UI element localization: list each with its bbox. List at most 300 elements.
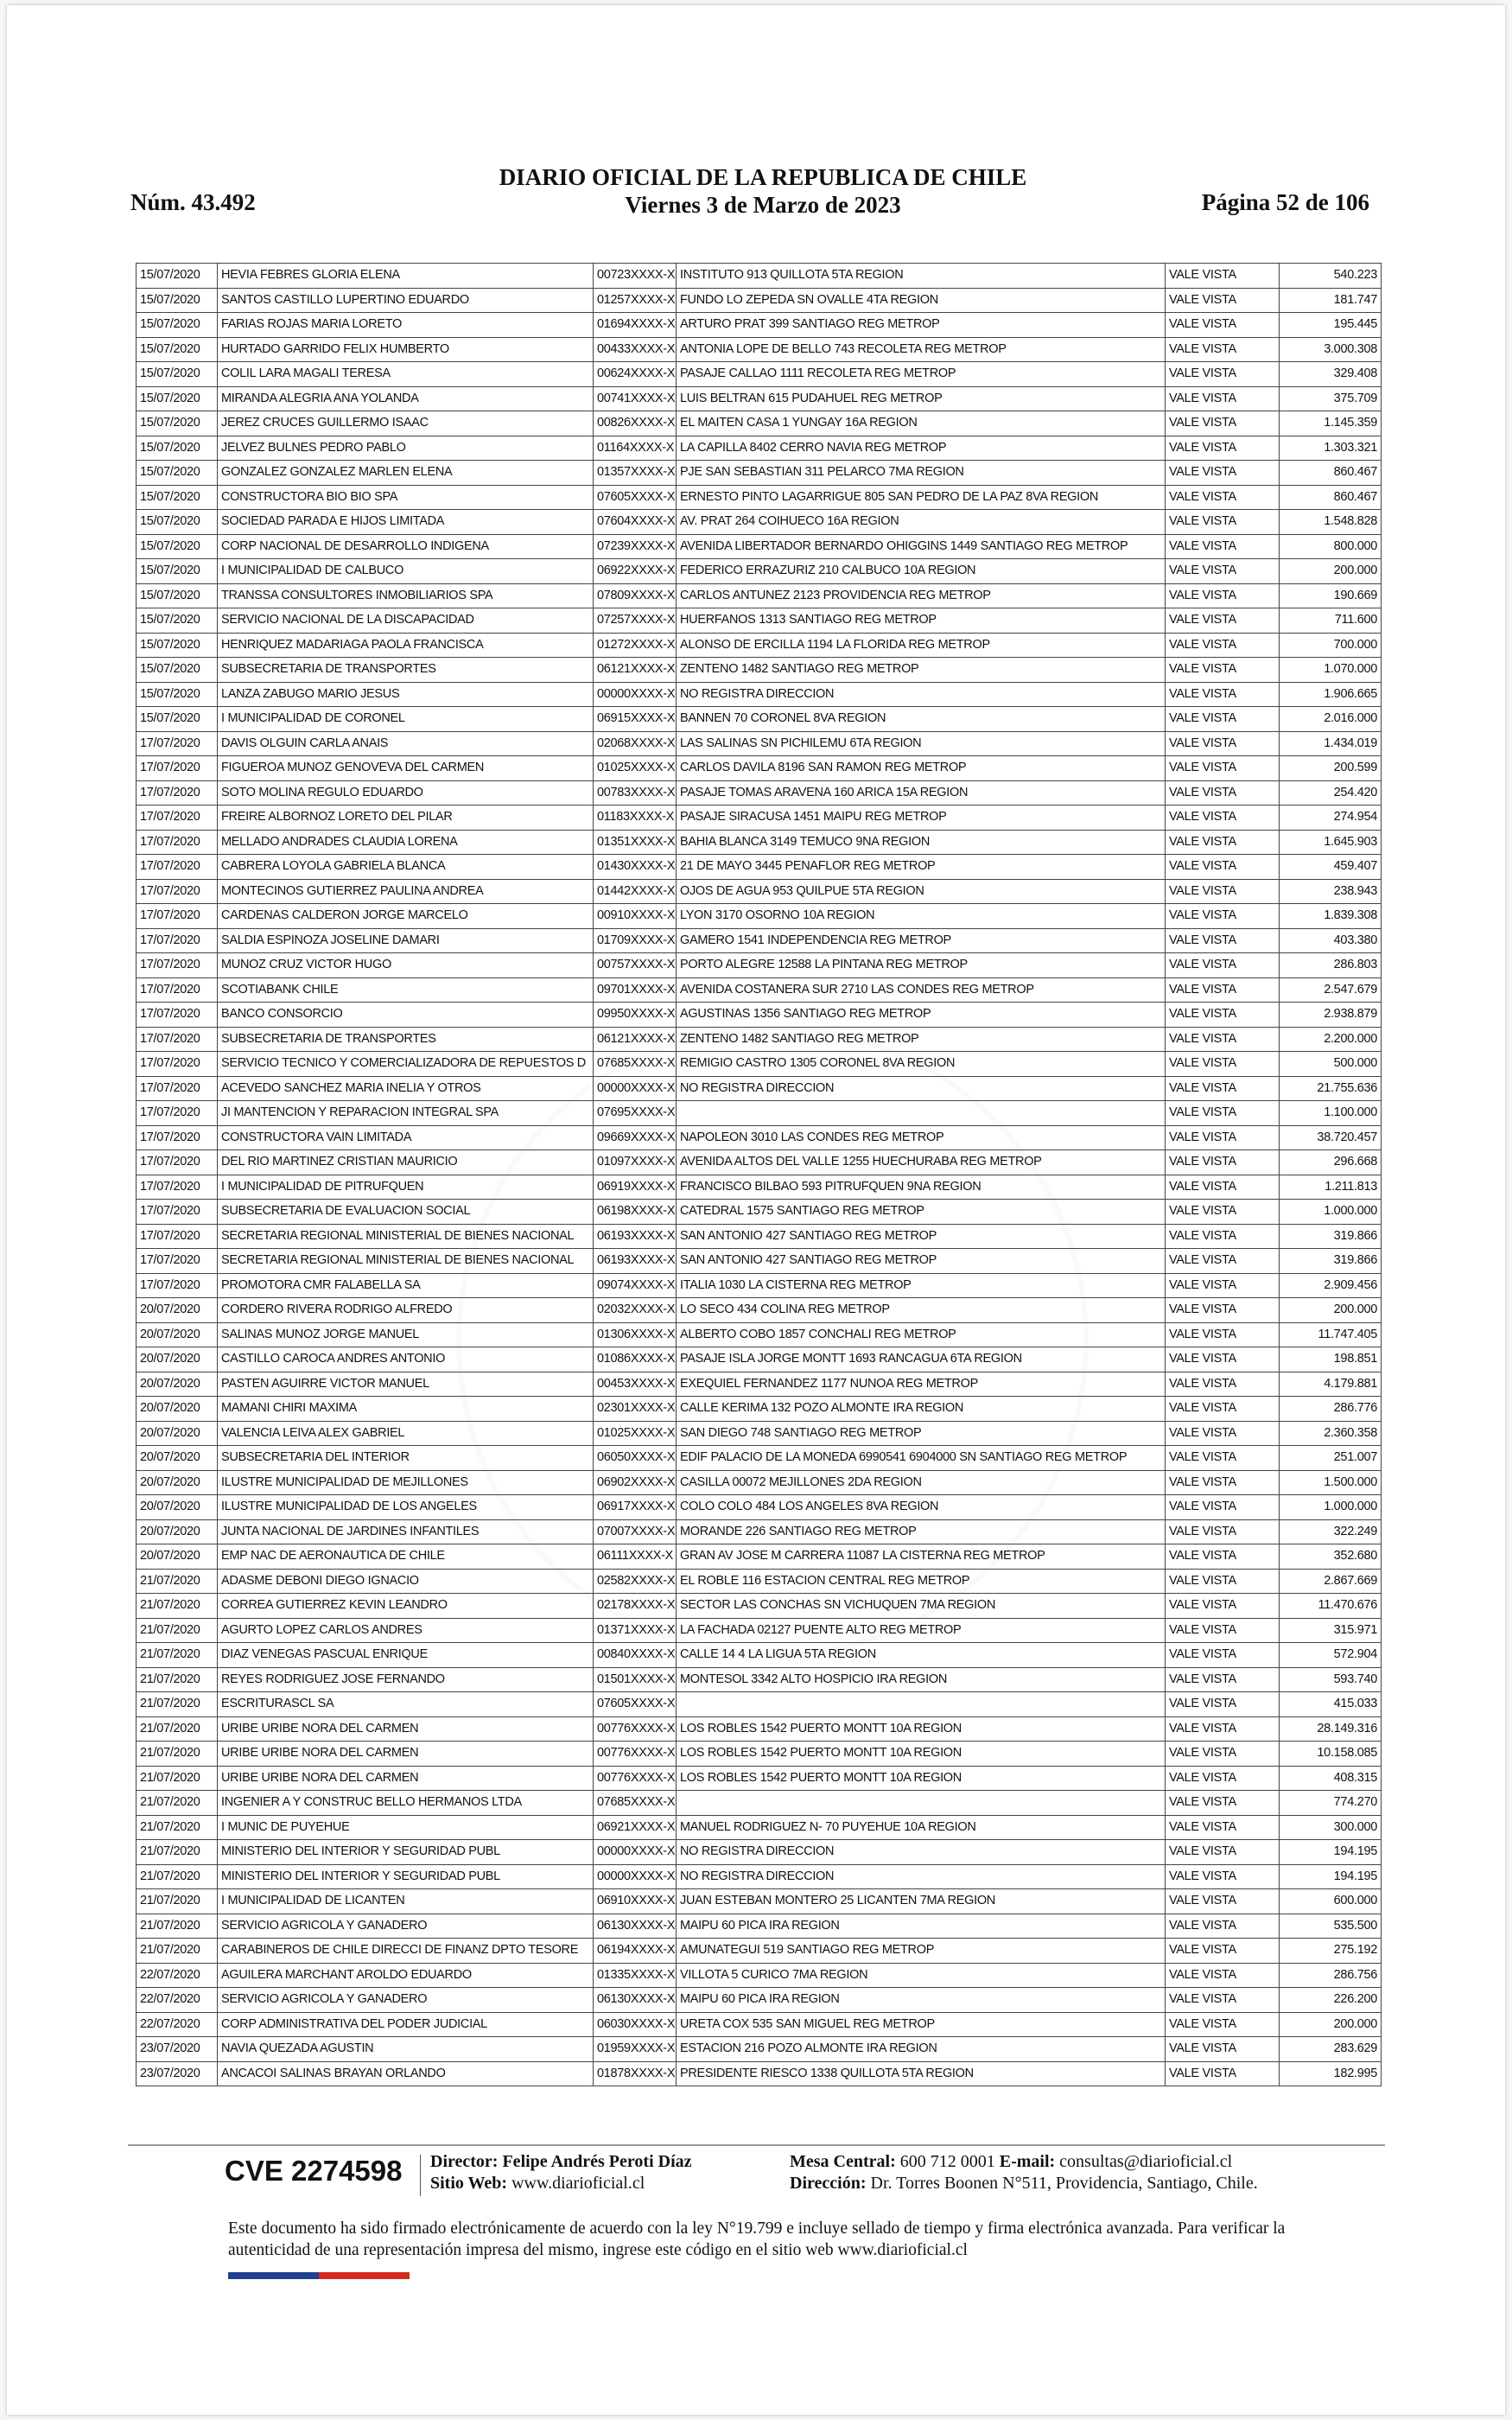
amount-cell: 190.669 bbox=[1280, 583, 1382, 608]
rut-cell: 07695XXXX-X bbox=[594, 1101, 677, 1126]
name-cell: FIGUEROA MUNOZ GENOVEVA DEL CARMEN bbox=[218, 756, 594, 781]
amount-cell: 459.407 bbox=[1280, 855, 1382, 880]
website-link[interactable]: www.diarioficial.cl bbox=[511, 2174, 645, 2193]
table-row bbox=[137, 1298, 1382, 1323]
name-cell: PROMOTORA CMR FALABELLA SA bbox=[218, 1273, 594, 1298]
rut-cell: 00826XXXX-X bbox=[594, 411, 677, 436]
date-cell: 15/07/2020 bbox=[137, 707, 218, 732]
date-cell: 17/07/2020 bbox=[137, 806, 218, 831]
address-cell: BAHIA BLANCA 3149 TEMUCO 9NA REGION bbox=[677, 830, 1166, 855]
name-cell: REYES RODRIGUEZ JOSE FERNANDO bbox=[218, 1667, 594, 1692]
rut-cell: 00453XXXX-X bbox=[594, 1372, 677, 1397]
rut-cell: 01709XXXX-X bbox=[594, 928, 677, 953]
rut-cell: 01025XXXX-X bbox=[594, 1421, 677, 1446]
address-cell: LAS SALINAS SN PICHILEMU 6TA REGION bbox=[677, 731, 1166, 756]
payment-type-cell: VALE VISTA bbox=[1166, 928, 1280, 953]
amount-cell: 540.223 bbox=[1280, 264, 1382, 289]
payment-type-cell: VALE VISTA bbox=[1166, 534, 1280, 559]
date-cell: 21/07/2020 bbox=[137, 1667, 218, 1692]
payment-type-cell: VALE VISTA bbox=[1166, 1939, 1280, 1964]
date-cell: 22/07/2020 bbox=[137, 2012, 218, 2037]
name-cell: SOTO MOLINA REGULO EDUARDO bbox=[218, 780, 594, 806]
table-row bbox=[137, 1864, 1382, 1889]
rut-cell: 09950XXXX-X bbox=[594, 1003, 677, 1028]
name-cell: SECRETARIA REGIONAL MINISTERIAL DE BIENES NACIONAL bbox=[218, 1249, 594, 1274]
amount-cell: 1.839.308 bbox=[1280, 904, 1382, 929]
payment-type-cell: VALE VISTA bbox=[1166, 411, 1280, 436]
amount-cell: 194.195 bbox=[1280, 1864, 1382, 1889]
rut-cell: 09074XXXX-X bbox=[594, 1273, 677, 1298]
amount-cell: 198.851 bbox=[1280, 1347, 1382, 1372]
table-row bbox=[137, 1815, 1382, 1840]
payment-type-cell: VALE VISTA bbox=[1166, 1791, 1280, 1816]
date-cell: 17/07/2020 bbox=[137, 1273, 218, 1298]
date-cell: 15/07/2020 bbox=[137, 313, 218, 338]
table-row bbox=[137, 1716, 1382, 1742]
table-row bbox=[137, 559, 1382, 584]
address-cell: AVENIDA LIBERTADOR BERNARDO OHIGGINS 1449 SANTIAGO REG METROP bbox=[677, 534, 1166, 559]
address-cell: GAMERO 1541 INDEPENDENCIA REG METROP bbox=[677, 928, 1166, 953]
rut-cell: 06050XXXX-X bbox=[594, 1446, 677, 1471]
name-cell: CASTILLO CAROCA ANDRES ANTONIO bbox=[218, 1347, 594, 1372]
payment-type-cell: VALE VISTA bbox=[1166, 1864, 1280, 1889]
rut-cell: 01878XXXX-X bbox=[594, 2061, 677, 2086]
table-row bbox=[137, 1643, 1382, 1668]
table-row bbox=[137, 461, 1382, 486]
address-cell: EXEQUIEL FERNANDEZ 1177 NUNOA REG METROP bbox=[677, 1372, 1166, 1397]
table-row bbox=[137, 1618, 1382, 1643]
name-cell: EMP NAC DE AERONAUTICA DE CHILE bbox=[218, 1544, 594, 1570]
website-label: Sitio Web: bbox=[430, 2174, 508, 2193]
table-row bbox=[137, 1963, 1382, 1988]
name-cell: LANZA ZABUGO MARIO JESUS bbox=[218, 682, 594, 707]
table-row bbox=[137, 2037, 1382, 2062]
amount-cell: 296.668 bbox=[1280, 1150, 1382, 1175]
date-cell: 21/07/2020 bbox=[137, 1889, 218, 1914]
amount-cell: 1.303.321 bbox=[1280, 436, 1382, 461]
date-cell: 17/07/2020 bbox=[137, 928, 218, 953]
payment-type-cell: VALE VISTA bbox=[1166, 337, 1280, 362]
table-row bbox=[137, 1692, 1382, 1717]
rut-cell: 07007XXXX-X bbox=[594, 1519, 677, 1544]
name-cell: SERVICIO NACIONAL DE LA DISCAPACIDAD bbox=[218, 608, 594, 634]
amount-cell: 500.000 bbox=[1280, 1052, 1382, 1077]
date-cell: 23/07/2020 bbox=[137, 2037, 218, 2062]
rut-cell: 07685XXXX-X bbox=[594, 1791, 677, 1816]
amount-cell: 1.145.359 bbox=[1280, 411, 1382, 436]
address-cell: LUIS BELTRAN 615 PUDAHUEL REG METROP bbox=[677, 386, 1166, 411]
table-row bbox=[137, 904, 1382, 929]
flag-stripe bbox=[228, 2272, 410, 2279]
address-cell: GRAN AV JOSE M CARRERA 11087 LA CISTERNA REG METROP bbox=[677, 1544, 1166, 1570]
director-label: Director: bbox=[430, 2152, 499, 2171]
payment-type-cell: VALE VISTA bbox=[1166, 386, 1280, 411]
rut-cell: 06194XXXX-X bbox=[594, 1939, 677, 1964]
address-cell: PASAJE TOMAS ARAVENA 160 ARICA 15A REGION bbox=[677, 780, 1166, 806]
table-row bbox=[137, 608, 1382, 634]
date-cell: 20/07/2020 bbox=[137, 1544, 218, 1570]
payment-type-cell: VALE VISTA bbox=[1166, 1446, 1280, 1471]
rut-cell: 00776XXXX-X bbox=[594, 1716, 677, 1742]
table-row bbox=[137, 1397, 1382, 1422]
amount-cell: 181.747 bbox=[1280, 288, 1382, 313]
address-cell: URETA COX 535 SAN MIGUEL REG METROP bbox=[677, 2012, 1166, 2037]
rut-cell: 07257XXXX-X bbox=[594, 608, 677, 634]
director-name: Felipe Andrés Peroti Díaz bbox=[502, 2152, 692, 2171]
date-cell: 21/07/2020 bbox=[137, 1618, 218, 1643]
address-cell: PORTO ALEGRE 12588 LA PINTANA REG METROP bbox=[677, 953, 1166, 978]
date-cell: 23/07/2020 bbox=[137, 2061, 218, 2086]
address-cell: PASAJE ISLA JORGE MONTT 1693 RANCAGUA 6TA REGION bbox=[677, 1347, 1166, 1372]
name-cell: NAVIA QUEZADA AGUSTIN bbox=[218, 2037, 594, 2062]
date-cell: 15/07/2020 bbox=[137, 362, 218, 387]
rut-cell: 07685XXXX-X bbox=[594, 1052, 677, 1077]
date-cell: 15/07/2020 bbox=[137, 559, 218, 584]
amount-cell: 1.000.000 bbox=[1280, 1200, 1382, 1225]
name-cell: HENRIQUEZ MADARIAGA PAOLA FRANCISCA bbox=[218, 633, 594, 658]
payment-type-cell: VALE VISTA bbox=[1166, 780, 1280, 806]
address-cell: INSTITUTO 913 QUILLOTA 5TA REGION bbox=[677, 264, 1166, 289]
amount-cell: 1.645.903 bbox=[1280, 830, 1382, 855]
rut-cell: 00776XXXX-X bbox=[594, 1766, 677, 1791]
footer-contact-block bbox=[790, 2151, 1258, 2194]
date-cell: 20/07/2020 bbox=[137, 1347, 218, 1372]
amount-cell: 572.904 bbox=[1280, 1643, 1382, 1668]
name-cell: URIBE URIBE NORA DEL CARMEN bbox=[218, 1716, 594, 1742]
records-table-wrapper bbox=[136, 263, 1381, 2086]
address-cell: ALONSO DE ERCILLA 1194 LA FLORIDA REG METROP bbox=[677, 633, 1166, 658]
date-cell: 20/07/2020 bbox=[137, 1519, 218, 1544]
name-cell: ADASME DEBONI DIEGO IGNACIO bbox=[218, 1569, 594, 1594]
payment-type-cell: VALE VISTA bbox=[1166, 362, 1280, 387]
name-cell: BANCO CONSORCIO bbox=[218, 1003, 594, 1028]
payment-type-cell: VALE VISTA bbox=[1166, 1298, 1280, 1323]
table-row bbox=[137, 1027, 1382, 1052]
rut-cell: 00910XXXX-X bbox=[594, 904, 677, 929]
table-row bbox=[137, 510, 1382, 535]
address-label: Dirección: bbox=[790, 2174, 867, 2193]
payment-type-cell: VALE VISTA bbox=[1166, 313, 1280, 338]
rut-cell: 09701XXXX-X bbox=[594, 978, 677, 1003]
amount-cell: 182.995 bbox=[1280, 2061, 1382, 2086]
table-row bbox=[137, 1889, 1382, 1914]
amount-cell: 800.000 bbox=[1280, 534, 1382, 559]
rut-cell: 06198XXXX-X bbox=[594, 1200, 677, 1225]
date-cell: 15/07/2020 bbox=[137, 534, 218, 559]
signature-note: Este documento ha sido firmado electrónicamente de acuerdo con la ley N°19.799 e incluye sellado de tiempo y firma electrónica avanzada. Para verificar la autenticidad de una representación impresa del mismo, ingrese este código en el sitio web www.diarioficial.cl bbox=[228, 2219, 1286, 2259]
table-row bbox=[137, 1742, 1382, 1767]
amount-cell: 4.179.881 bbox=[1280, 1372, 1382, 1397]
amount-cell: 319.866 bbox=[1280, 1224, 1382, 1249]
date-cell: 17/07/2020 bbox=[137, 1200, 218, 1225]
amount-cell: 375.709 bbox=[1280, 386, 1382, 411]
rut-cell: 01501XXXX-X bbox=[594, 1667, 677, 1692]
date-cell: 15/07/2020 bbox=[137, 288, 218, 313]
name-cell: MAMANI CHIRI MAXIMA bbox=[218, 1397, 594, 1422]
table-row bbox=[137, 2012, 1382, 2037]
amount-cell: 600.000 bbox=[1280, 1889, 1382, 1914]
address-cell: CATEDRAL 1575 SANTIAGO REG METROP bbox=[677, 1200, 1166, 1225]
name-cell: GONZALEZ GONZALEZ MARLEN ELENA bbox=[218, 461, 594, 486]
address-cell: CARLOS ANTUNEZ 2123 PROVIDENCIA REG METROP bbox=[677, 583, 1166, 608]
table-row bbox=[137, 855, 1382, 880]
address-cell: ALBERTO COBO 1857 CONCHALI REG METROP bbox=[677, 1322, 1166, 1347]
name-cell: SERVICIO AGRICOLA Y GANADERO bbox=[218, 1914, 594, 1939]
rut-cell: 02178XXXX-X bbox=[594, 1594, 677, 1619]
rut-cell: 00624XXXX-X bbox=[594, 362, 677, 387]
address-cell: LOS ROBLES 1542 PUERTO MONTT 10A REGION bbox=[677, 1742, 1166, 1767]
payment-type-cell: VALE VISTA bbox=[1166, 1003, 1280, 1028]
payment-type-cell: VALE VISTA bbox=[1166, 1249, 1280, 1274]
table-row bbox=[137, 1988, 1382, 2013]
date-cell: 21/07/2020 bbox=[137, 1594, 218, 1619]
payment-type-cell: VALE VISTA bbox=[1166, 1322, 1280, 1347]
payment-type-cell: VALE VISTA bbox=[1166, 264, 1280, 289]
date-cell: 21/07/2020 bbox=[137, 1939, 218, 1964]
date-cell: 21/07/2020 bbox=[137, 1840, 218, 1865]
amount-cell: 329.408 bbox=[1280, 362, 1382, 387]
name-cell: SCOTIABANK CHILE bbox=[218, 978, 594, 1003]
table-row bbox=[137, 264, 1382, 289]
amount-cell: 415.033 bbox=[1280, 1692, 1382, 1717]
amount-cell: 711.600 bbox=[1280, 608, 1382, 634]
table-row bbox=[137, 288, 1382, 313]
name-cell: CARDENAS CALDERON JORGE MARCELO bbox=[218, 904, 594, 929]
date-cell: 17/07/2020 bbox=[137, 780, 218, 806]
name-cell: ILUSTRE MUNICIPALIDAD DE LOS ANGELES bbox=[218, 1495, 594, 1520]
table-row bbox=[137, 1667, 1382, 1692]
payment-type-cell: VALE VISTA bbox=[1166, 485, 1280, 510]
date-cell: 20/07/2020 bbox=[137, 1322, 218, 1347]
payment-type-cell: VALE VISTA bbox=[1166, 1519, 1280, 1544]
payment-type-cell: VALE VISTA bbox=[1166, 1200, 1280, 1225]
table-row bbox=[137, 1421, 1382, 1446]
name-cell: CORDERO RIVERA RODRIGO ALFREDO bbox=[218, 1298, 594, 1323]
amount-cell: 315.971 bbox=[1280, 1618, 1382, 1643]
amount-cell: 593.740 bbox=[1280, 1667, 1382, 1692]
rut-cell: 01357XXXX-X bbox=[594, 461, 677, 486]
payment-type-cell: VALE VISTA bbox=[1166, 1643, 1280, 1668]
name-cell: DAVIS OLGUIN CARLA ANAIS bbox=[218, 731, 594, 756]
table-row bbox=[137, 1544, 1382, 1570]
date-cell: 17/07/2020 bbox=[137, 904, 218, 929]
table-row bbox=[137, 1175, 1382, 1200]
rut-cell: 00000XXXX-X bbox=[594, 1840, 677, 1865]
amount-cell: 2.200.000 bbox=[1280, 1027, 1382, 1052]
date-cell: 21/07/2020 bbox=[137, 1791, 218, 1816]
amount-cell: 408.315 bbox=[1280, 1766, 1382, 1791]
table-row bbox=[137, 362, 1382, 387]
payment-type-cell: VALE VISTA bbox=[1166, 1027, 1280, 1052]
address-cell: SAN DIEGO 748 SANTIAGO REG METROP bbox=[677, 1421, 1166, 1446]
address-cell: OJOS DE AGUA 953 QUILPUE 5TA REGION bbox=[677, 879, 1166, 904]
amount-cell: 2.867.669 bbox=[1280, 1569, 1382, 1594]
payment-type-cell: VALE VISTA bbox=[1166, 1150, 1280, 1175]
name-cell: CABRERA LOYOLA GABRIELA BLANCA bbox=[218, 855, 594, 880]
table-row bbox=[137, 1003, 1382, 1028]
amount-cell: 11.747.405 bbox=[1280, 1322, 1382, 1347]
amount-cell: 226.200 bbox=[1280, 1988, 1382, 2013]
amount-cell: 1.548.828 bbox=[1280, 510, 1382, 535]
rut-cell: 06922XXXX-X bbox=[594, 559, 677, 584]
date-cell: 17/07/2020 bbox=[137, 953, 218, 978]
amount-cell: 10.158.085 bbox=[1280, 1742, 1382, 1767]
rut-cell: 09669XXXX-X bbox=[594, 1125, 677, 1150]
date-cell: 15/07/2020 bbox=[137, 485, 218, 510]
address-cell: PASAJE SIRACUSA 1451 MAIPU REG METROP bbox=[677, 806, 1166, 831]
payment-type-cell: VALE VISTA bbox=[1166, 830, 1280, 855]
date-cell: 17/07/2020 bbox=[137, 1027, 218, 1052]
email-link[interactable]: consultas@diarioficial.cl bbox=[1059, 2152, 1233, 2171]
address-cell: FEDERICO ERRAZURIZ 210 CALBUCO 10A REGION bbox=[677, 559, 1166, 584]
table-row bbox=[137, 1347, 1382, 1372]
date-cell: 17/07/2020 bbox=[137, 1052, 218, 1077]
date-cell: 21/07/2020 bbox=[137, 1864, 218, 1889]
name-cell: SOCIEDAD PARADA E HIJOS LIMITADA bbox=[218, 510, 594, 535]
table-row bbox=[137, 1200, 1382, 1225]
footer-divider bbox=[128, 2144, 1385, 2146]
amount-cell: 38.720.457 bbox=[1280, 1125, 1382, 1150]
amount-cell: 1.070.000 bbox=[1280, 658, 1382, 683]
name-cell: MINISTERIO DEL INTERIOR Y SEGURIDAD PUBL bbox=[218, 1864, 594, 1889]
payment-type-cell: VALE VISTA bbox=[1166, 2061, 1280, 2086]
date-cell: 20/07/2020 bbox=[137, 1421, 218, 1446]
address-cell: ZENTENO 1482 SANTIAGO REG METROP bbox=[677, 658, 1166, 683]
issue-number: Núm. 43.492 bbox=[130, 189, 256, 215]
table-row bbox=[137, 1076, 1382, 1101]
name-cell: I MUNICIPALIDAD DE PITRUFQUEN bbox=[218, 1175, 594, 1200]
payment-type-cell: VALE VISTA bbox=[1166, 1618, 1280, 1643]
payment-type-cell: VALE VISTA bbox=[1166, 1372, 1280, 1397]
name-cell: SERVICIO TECNICO Y COMERCIALIZADORA DE REPUESTOS D bbox=[218, 1052, 594, 1077]
address-cell: CASILLA 00072 MEJILLONES 2DA REGION bbox=[677, 1470, 1166, 1495]
address-cell: CALLE 14 4 LA LIGUA 5TA REGION bbox=[677, 1643, 1166, 1668]
address-cell: NO REGISTRA DIRECCION bbox=[677, 1864, 1166, 1889]
rut-cell: 01351XXXX-X bbox=[594, 830, 677, 855]
name-cell: SALINAS MUNOZ JORGE MANUEL bbox=[218, 1322, 594, 1347]
payment-type-cell: VALE VISTA bbox=[1166, 806, 1280, 831]
payment-type-cell: VALE VISTA bbox=[1166, 1914, 1280, 1939]
rut-cell: 00000XXXX-X bbox=[594, 1864, 677, 1889]
amount-cell: 286.776 bbox=[1280, 1397, 1382, 1422]
payment-type-cell: VALE VISTA bbox=[1166, 1470, 1280, 1495]
rut-cell: 07239XXXX-X bbox=[594, 534, 677, 559]
rut-cell: 00776XXXX-X bbox=[594, 1742, 677, 1767]
table-row bbox=[137, 756, 1382, 781]
name-cell: MONTECINOS GUTIERREZ PAULINA ANDREA bbox=[218, 879, 594, 904]
flag-red-segment bbox=[319, 2272, 410, 2279]
payment-type-cell: VALE VISTA bbox=[1166, 461, 1280, 486]
payment-type-cell: VALE VISTA bbox=[1166, 1963, 1280, 1988]
rut-cell: 02068XXXX-X bbox=[594, 731, 677, 756]
amount-cell: 195.445 bbox=[1280, 313, 1382, 338]
table-row bbox=[137, 707, 1382, 732]
rut-cell: 06193XXXX-X bbox=[594, 1249, 677, 1274]
amount-cell: 535.500 bbox=[1280, 1914, 1382, 1939]
amount-cell: 21.755.636 bbox=[1280, 1076, 1382, 1101]
payment-type-cell: VALE VISTA bbox=[1166, 1125, 1280, 1150]
date-cell: 17/07/2020 bbox=[137, 879, 218, 904]
rut-cell: 06130XXXX-X bbox=[594, 1988, 677, 2013]
name-cell: CORREA GUTIERREZ KEVIN LEANDRO bbox=[218, 1594, 594, 1619]
footer-director-block bbox=[430, 2151, 692, 2194]
table-row bbox=[137, 806, 1382, 831]
address-cell: HUERFANOS 1313 SANTIAGO REG METROP bbox=[677, 608, 1166, 634]
address-cell: SAN ANTONIO 427 SANTIAGO REG METROP bbox=[677, 1249, 1166, 1274]
date-cell: 20/07/2020 bbox=[137, 1298, 218, 1323]
name-cell: SUBSECRETARIA DE EVALUACION SOCIAL bbox=[218, 1200, 594, 1225]
name-cell: TRANSSA CONSULTORES INMOBILIARIOS SPA bbox=[218, 583, 594, 608]
address-cell: BANNEN 70 CORONEL 8VA REGION bbox=[677, 707, 1166, 732]
address-cell: AVENIDA ALTOS DEL VALLE 1255 HUECHURABA REG METROP bbox=[677, 1150, 1166, 1175]
date-cell: 21/07/2020 bbox=[137, 1643, 218, 1668]
payment-type-cell: VALE VISTA bbox=[1166, 633, 1280, 658]
records-table-body bbox=[137, 264, 1382, 2086]
address-cell: CALLE KERIMA 132 POZO ALMONTE IRA REGION bbox=[677, 1397, 1166, 1422]
amount-cell: 319.866 bbox=[1280, 1249, 1382, 1274]
table-row bbox=[137, 1495, 1382, 1520]
date-cell: 17/07/2020 bbox=[137, 978, 218, 1003]
amount-cell: 28.149.316 bbox=[1280, 1716, 1382, 1742]
address-cell: VILLOTA 5 CURICO 7MA REGION bbox=[677, 1963, 1166, 1988]
date-cell: 22/07/2020 bbox=[137, 1988, 218, 2013]
date-cell: 20/07/2020 bbox=[137, 1495, 218, 1520]
name-cell: I MUNICIPALIDAD DE CORONEL bbox=[218, 707, 594, 732]
amount-cell: 2.360.358 bbox=[1280, 1421, 1382, 1446]
address-cell: LA CAPILLA 8402 CERRO NAVIA REG METROP bbox=[677, 436, 1166, 461]
address-cell: AV. PRAT 264 COIHUECO 16A REGION bbox=[677, 510, 1166, 535]
date-cell: 15/07/2020 bbox=[137, 436, 218, 461]
footer-separator bbox=[420, 2155, 421, 2196]
mesa-phone: 600 712 0001 bbox=[899, 2152, 995, 2171]
rut-cell: 00723XXXX-X bbox=[594, 264, 677, 289]
address: Dr. Torres Boonen N°511, Providencia, Santiago, Chile. bbox=[870, 2174, 1258, 2193]
name-cell: MIRANDA ALEGRIA ANA YOLANDA bbox=[218, 386, 594, 411]
date-cell: 17/07/2020 bbox=[137, 1150, 218, 1175]
amount-cell: 1.434.019 bbox=[1280, 731, 1382, 756]
address-cell: AVENIDA COSTANERA SUR 2710 LAS CONDES REG METROP bbox=[677, 978, 1166, 1003]
table-row bbox=[137, 313, 1382, 338]
address-cell: FRANCISCO BILBAO 593 PITRUFQUEN 9NA REGION bbox=[677, 1175, 1166, 1200]
name-cell: I MUNICIPALIDAD DE LICANTEN bbox=[218, 1889, 594, 1914]
address-cell: LOS ROBLES 1542 PUERTO MONTT 10A REGION bbox=[677, 1766, 1166, 1791]
rut-cell: 06919XXXX-X bbox=[594, 1175, 677, 1200]
name-cell: CORP ADMINISTRATIVA DEL PODER JUDICIAL bbox=[218, 2012, 594, 2037]
address-cell: LOS ROBLES 1542 PUERTO MONTT 10A REGION bbox=[677, 1716, 1166, 1742]
name-cell: SECRETARIA REGIONAL MINISTERIAL DE BIENES NACIONAL bbox=[218, 1224, 594, 1249]
address-cell: MANUEL RODRIGUEZ N- 70 PUYEHUE 10A REGION bbox=[677, 1815, 1166, 1840]
payment-type-cell: VALE VISTA bbox=[1166, 1889, 1280, 1914]
table-row bbox=[137, 928, 1382, 953]
amount-cell: 200.599 bbox=[1280, 756, 1382, 781]
address-cell: SAN ANTONIO 427 SANTIAGO REG METROP bbox=[677, 1224, 1166, 1249]
name-cell: FREIRE ALBORNOZ LORETO DEL PILAR bbox=[218, 806, 594, 831]
table-row bbox=[137, 780, 1382, 806]
rut-cell: 02301XXXX-X bbox=[594, 1397, 677, 1422]
address-cell: ZENTENO 1482 SANTIAGO REG METROP bbox=[677, 1027, 1166, 1052]
rut-cell: 02582XXXX-X bbox=[594, 1569, 677, 1594]
name-cell: ACEVEDO SANCHEZ MARIA INELIA Y OTROS bbox=[218, 1076, 594, 1101]
date-cell: 21/07/2020 bbox=[137, 1569, 218, 1594]
payment-type-cell: VALE VISTA bbox=[1166, 1273, 1280, 1298]
amount-cell: 11.470.676 bbox=[1280, 1594, 1382, 1619]
rut-cell: 06917XXXX-X bbox=[594, 1495, 677, 1520]
address-cell bbox=[677, 1791, 1166, 1816]
amount-cell: 774.270 bbox=[1280, 1791, 1382, 1816]
table-row bbox=[137, 1470, 1382, 1495]
name-cell: ESCRITURASCL SA bbox=[218, 1692, 594, 1717]
records-table bbox=[136, 263, 1382, 2086]
